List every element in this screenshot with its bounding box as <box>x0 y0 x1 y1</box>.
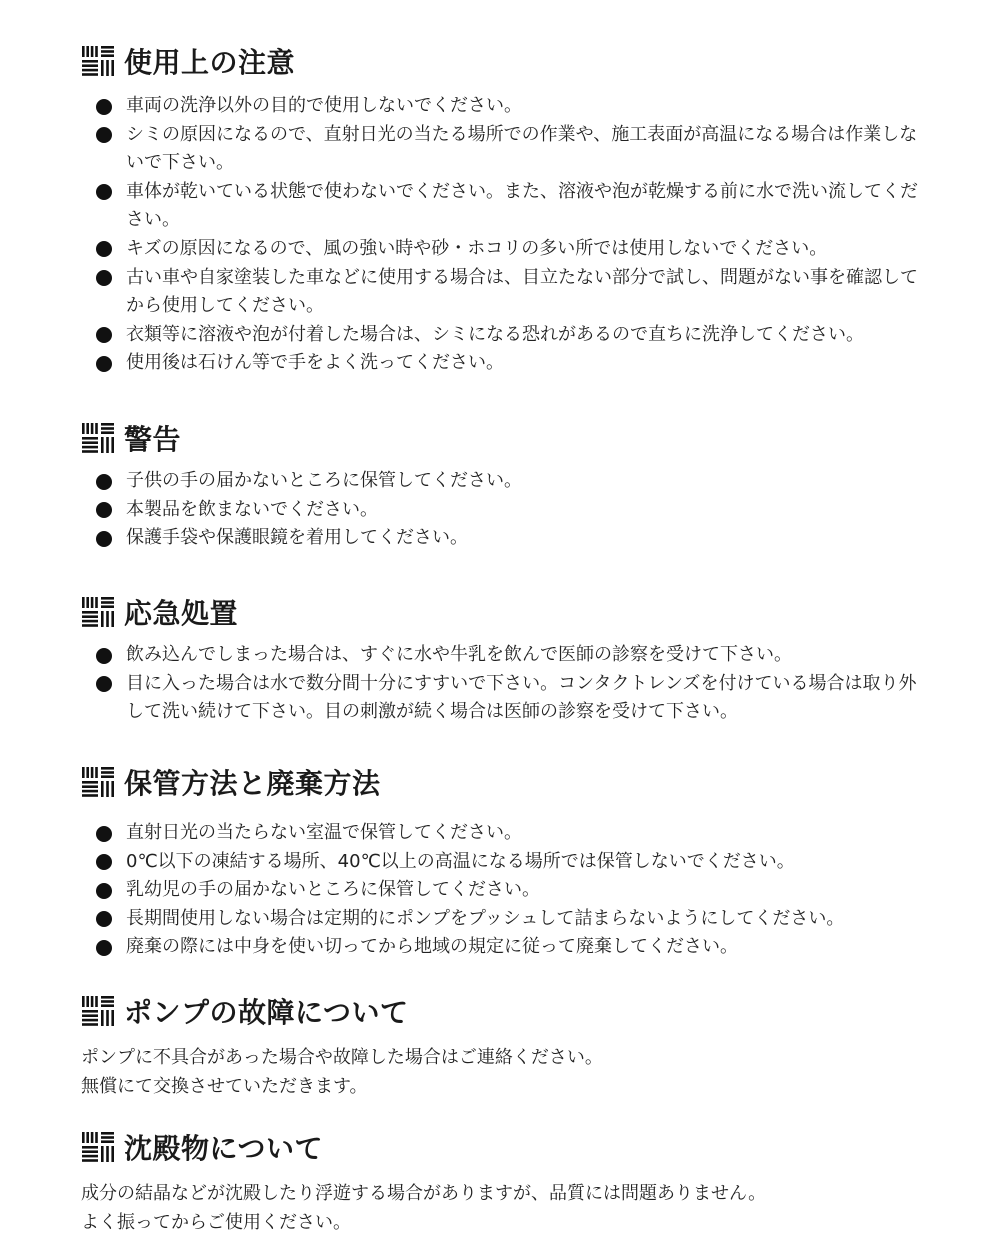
section-heading <box>0 1130 1000 1168</box>
bullet-icon <box>96 127 112 143</box>
list-item: 子供の手の届かないところに保管してください。 <box>0 467 1000 496</box>
list-item: 保護手袋や保護眼鏡を着用してください。 <box>0 524 1000 553</box>
section-first-aid <box>0 595 1000 727</box>
section-warning <box>0 421 1000 553</box>
paragraph-line: 無償にて交換させていただきます。 <box>81 1075 368 1097</box>
section-title: 応急処置 <box>124 597 239 630</box>
bullet-icon <box>96 474 112 490</box>
section-sediment <box>0 1130 1000 1237</box>
section-marker-icon <box>82 996 114 1028</box>
bullet-icon <box>96 356 112 372</box>
list-item: 使用後は石けん等で手をよく洗ってください。 <box>0 349 1000 378</box>
bullet-icon <box>96 99 112 115</box>
list-item: シミの原因になるので、直射日光の当たる場所での作業や、施工表面が高温になる場合は作業しないで下さい。 <box>0 121 1000 178</box>
bullet-icon <box>96 241 112 257</box>
bullet-icon <box>96 883 112 899</box>
section-marker-icon <box>82 46 114 78</box>
list-item: 廃棄の際には中身を使い切ってから地域の規定に従って廃棄してください。 <box>0 933 1000 962</box>
section-marker-icon <box>82 423 114 455</box>
list-item: 衣類等に溶液や泡が付着した場合は、シミになる恐れがあるので直ちに洗浄してください。 <box>0 321 1000 350</box>
section-heading <box>0 595 1000 633</box>
bullet-icon <box>96 531 112 547</box>
list-item: 飲み込んでしまった場合は、すぐに水や牛乳を飲んで医師の診察を受けて下さい。 <box>0 641 1000 670</box>
section-title: 使用上の注意 <box>124 46 296 79</box>
bullet-list <box>0 819 1000 962</box>
bullet-icon <box>96 184 112 200</box>
list-item: 直射日光の当たらない室温で保管してください。 <box>0 819 1000 848</box>
section-heading <box>0 994 1000 1032</box>
section-pump-failure <box>0 994 1000 1101</box>
section-heading <box>0 44 1000 82</box>
bullet-icon <box>96 911 112 927</box>
section-title: 警告 <box>124 423 182 456</box>
paragraph-line: ポンプに不具合があった場合や故障した場合はご連絡ください。 <box>81 1047 603 1068</box>
paragraph-line: よく振ってからご使用ください。 <box>81 1211 351 1233</box>
section-heading <box>0 421 1000 459</box>
list-item: 車体が乾いている状態で使わないでください。また、溶液や泡が乾燥する前に水で洗い流してください。 <box>0 178 1000 235</box>
list-item: 古い車や自家塗装した車などに使用する場合は、目立たない部分で試し、問題がない事を確認してから使用してください。 <box>0 264 1000 321</box>
list-item: 長期間使用しない場合は定期的にポンプをプッシュして詰まらないようにしてください。 <box>0 905 1000 934</box>
section-title: 保管方法と廃棄方法 <box>124 767 381 800</box>
list-item: 0℃以下の凍結する場所、40℃以上の高温になる場所では保管しないでください。 <box>0 848 1000 877</box>
section-marker-icon <box>82 597 114 629</box>
bullet-icon <box>96 270 112 286</box>
section-storage-disposal <box>0 765 1000 962</box>
list-item: 車両の洗浄以外の目的で使用しないでください。 <box>0 92 1000 121</box>
list-item: 本製品を飲まないでください。 <box>0 496 1000 525</box>
list-item: 目に入った場合は水で数分間十分にすすいで下さい。コンタクトレンズを付けている場合は取り外して洗い続けて下さい。目の刺激が続く場合は医師の診察を受けて下さい。 <box>0 670 1000 727</box>
section-marker-icon <box>82 1132 114 1164</box>
bullet-icon <box>96 502 112 518</box>
section-usage-precautions <box>0 44 1000 378</box>
section-marker-icon <box>82 767 114 799</box>
bullet-list <box>0 92 1000 378</box>
section-heading <box>0 765 1000 803</box>
bullet-list <box>0 467 1000 553</box>
list-item: キズの原因になるので、風の強い時や砂・ホコリの多い所では使用しないでください。 <box>0 235 1000 264</box>
bullet-icon <box>96 940 112 956</box>
bullet-list <box>0 641 1000 727</box>
bullet-icon <box>96 676 112 692</box>
bullet-icon <box>96 826 112 842</box>
list-item: 乳幼児の手の届かないところに保管してください。 <box>0 876 1000 905</box>
paragraph-line: 成分の結晶などが沈殿したり浮遊する場合がありますが、品質には問題ありません。 <box>81 1183 767 1204</box>
bullet-icon <box>96 327 112 343</box>
section-title: ポンプの故障について <box>124 996 409 1029</box>
bullet-icon <box>96 854 112 870</box>
section-title: 沈殿物について <box>124 1132 323 1165</box>
bullet-icon <box>96 648 112 664</box>
